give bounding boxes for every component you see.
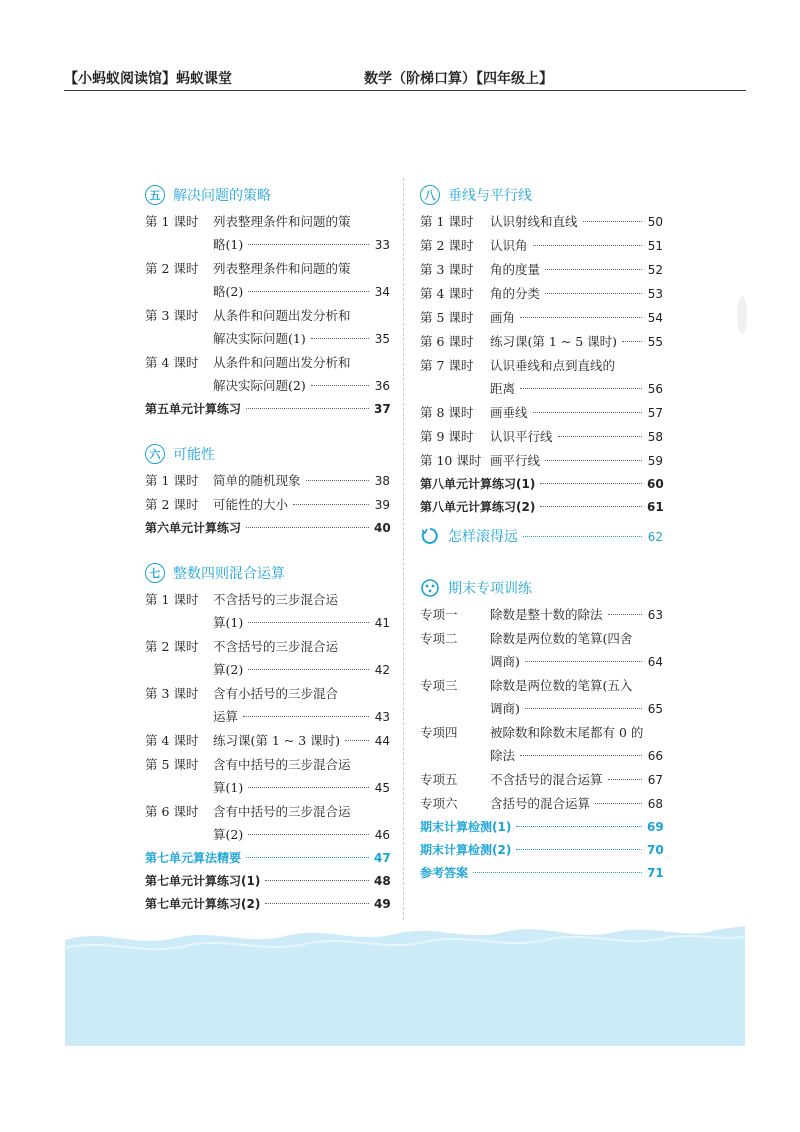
toc-entry[interactable]: 第 3 课时 从条件和问题出发分析和 解决实际问题(1) 35 [145,308,390,346]
toc-entry[interactable]: 第 6 课时 练习课(第 1 ~ 5 课时) 55 [420,334,663,349]
toc-entry[interactable]: 第 8 课时 画垂线 57 [420,405,663,420]
toc-entry[interactable]: 专项五 不含括号的混合运算 67 [420,772,663,787]
toc-entry[interactable]: 专项三 除数是两位数的笔算(五入 调商) 65 [420,678,663,716]
toc-entry[interactable]: 第 1 课时 列表整理条件和问题的策 略(1) 33 [145,214,390,252]
section-unit-6-title[interactable]: 六 可能性 [145,441,390,467]
section-final-training-title[interactable]: 期末专项训练 [420,575,663,601]
unit-7-badge-icon: 七 [145,563,165,583]
toc-entry[interactable]: 第 5 课时 含有中括号的三步混合运 算(1) 45 [145,757,390,795]
toc-entry[interactable]: 第 9 课时 认识平行线 58 [420,429,663,444]
toc-entry[interactable]: 专项六 含括号的混合运算 68 [420,796,663,811]
toc-entry[interactable]: 第 10 课时 画平行线 59 [420,453,663,468]
toc-highlight-entry[interactable]: 第七单元算法精要 47 [145,851,391,865]
toc-practice-entry[interactable]: 第六单元计算练习 40 [145,521,391,535]
header-left: 【小蚂蚁阅读馆】蚂蚁课堂 [64,71,232,87]
section-unit-8-title[interactable]: 八 垂线与平行线 [420,182,663,208]
toc-entry[interactable]: 第 7 课时 认识垂线和点到直线的 距离 56 [420,358,663,396]
rolling-arrow-icon [420,526,440,546]
toc-practice-entry[interactable]: 第八单元计算练习(1) 60 [420,477,664,491]
section-rolling-title[interactable]: 怎样滚得远 62 [420,523,663,549]
toc-right-column [420,182,663,885]
unit-8-badge-icon: 八 [420,185,440,205]
toc-entry[interactable]: 专项四 被除数和除数末尾都有 0 的 除法 66 [420,725,663,763]
toc-entry[interactable]: 第 1 课时 认识射线和直线 50 [420,214,663,229]
toc-entry[interactable]: 第 2 课时 不含括号的三步混合运 算(2) 42 [145,639,390,677]
section-unit-5-title[interactable]: 五 解决问题的策略 [145,182,390,208]
column-divider [403,178,404,920]
toc-practice-entry[interactable]: 第七单元计算练习(1) 48 [145,874,391,888]
toc-entry[interactable]: 第 4 课时 练习课(第 1 ~ 3 课时) 44 [145,733,390,748]
bottom-wave-decoration [65,918,745,1046]
toc-practice-entry[interactable]: 第七单元计算练习(2) 49 [145,897,391,911]
unit-5-badge-icon: 五 [145,185,165,205]
toc-entry[interactable]: 第 6 课时 含有中括号的三步混合运 算(2) 46 [145,804,390,842]
toc-entry[interactable]: 第 2 课时 可能性的大小 39 [145,497,390,512]
toc-entry[interactable]: 第 5 课时 画角 54 [420,310,663,325]
header-right: 数学（阶梯口算）【四年级上】 [364,71,553,87]
unit-6-badge-icon: 六 [145,444,165,464]
dots-circle-icon [420,578,440,598]
toc-entry[interactable]: 第 1 课时 不含括号的三步混合运 算(1) 41 [145,592,390,630]
page-edge-shadow [737,296,747,334]
toc-practice-entry[interactable]: 第八单元计算练习(2) 61 [420,500,664,514]
section-unit-7-title[interactable]: 七 整数四则混合运算 [145,560,390,586]
toc-entry[interactable]: 专项一 除数是整十数的除法 63 [420,607,663,622]
toc-left-column [145,182,390,916]
toc-entry[interactable]: 第 4 课时 从条件和问题出发分析和 解决实际问题(2) 36 [145,355,390,393]
toc-entry[interactable]: 第 3 课时 角的度量 52 [420,262,663,277]
toc-entry[interactable]: 第 3 课时 含有小括号的三步混合 运算 43 [145,686,390,724]
toc-entry[interactable]: 第 2 课时 认识角 51 [420,238,663,253]
toc-entry[interactable]: 专项二 除数是两位数的笔算(四舍 调商) 64 [420,631,663,669]
toc-practice-entry[interactable]: 第五单元计算练习 37 [145,402,391,416]
toc-entry[interactable]: 第 4 课时 角的分类 53 [420,286,663,301]
toc-entry[interactable]: 第 2 课时 列表整理条件和问题的策 略(2) 34 [145,261,390,299]
toc-entry[interactable]: 第 1 课时 简单的随机现象 38 [145,473,390,488]
toc-link-entry[interactable]: 期末计算检测(2) 70 [420,843,664,857]
toc-link-entry[interactable]: 参考答案 71 [420,866,664,880]
toc-link-entry[interactable]: 期末计算检测(1) 69 [420,820,664,834]
page-header [64,68,746,91]
